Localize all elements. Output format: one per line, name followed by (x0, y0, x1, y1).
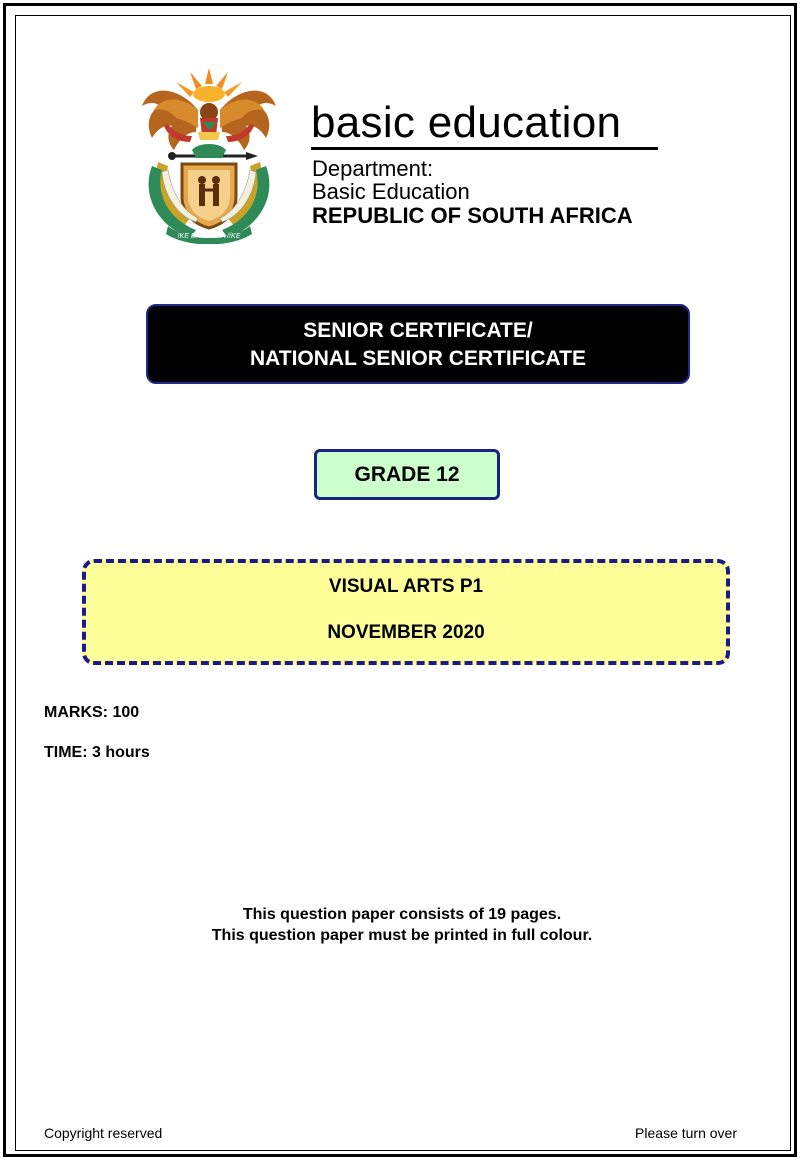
copyright-footer: Copyright reserved (44, 1125, 163, 1141)
time-label: TIME: 3 hours (44, 744, 150, 761)
department-name: Basic Education (312, 179, 470, 204)
coat-of-arms-logo (138, 66, 280, 244)
brand-title: basic education (311, 98, 622, 147)
subject-name: VISUAL ARTS P1 (328, 576, 484, 597)
marks-label: MARKS: 100 (44, 704, 140, 721)
certificate-line-1: SENIOR CERTIFICATE/ (303, 319, 533, 342)
exam-session: NOVEMBER 2020 (327, 622, 485, 643)
brand-divider (311, 147, 658, 150)
page-count-note: This question paper consists of 19 pages. (242, 906, 562, 923)
secretary-bird-icon (198, 103, 220, 140)
grade-badge: GRADE 12 (314, 449, 500, 500)
country-name: REPUBLIC OF SOUTH AFRICA (312, 203, 633, 228)
certificate-banner (146, 304, 690, 384)
subject-panel (82, 559, 730, 665)
turn-over-footer: Please turn over (635, 1125, 737, 1141)
certificate-line-2: NATIONAL SENIOR CERTIFICATE (250, 347, 586, 370)
sun-icon (176, 68, 242, 102)
print-note: This question paper must be printed in full colour. (211, 927, 593, 944)
department-label: Department: (312, 156, 434, 181)
motto-text: !KE E: /XARRA //KE (177, 233, 241, 240)
